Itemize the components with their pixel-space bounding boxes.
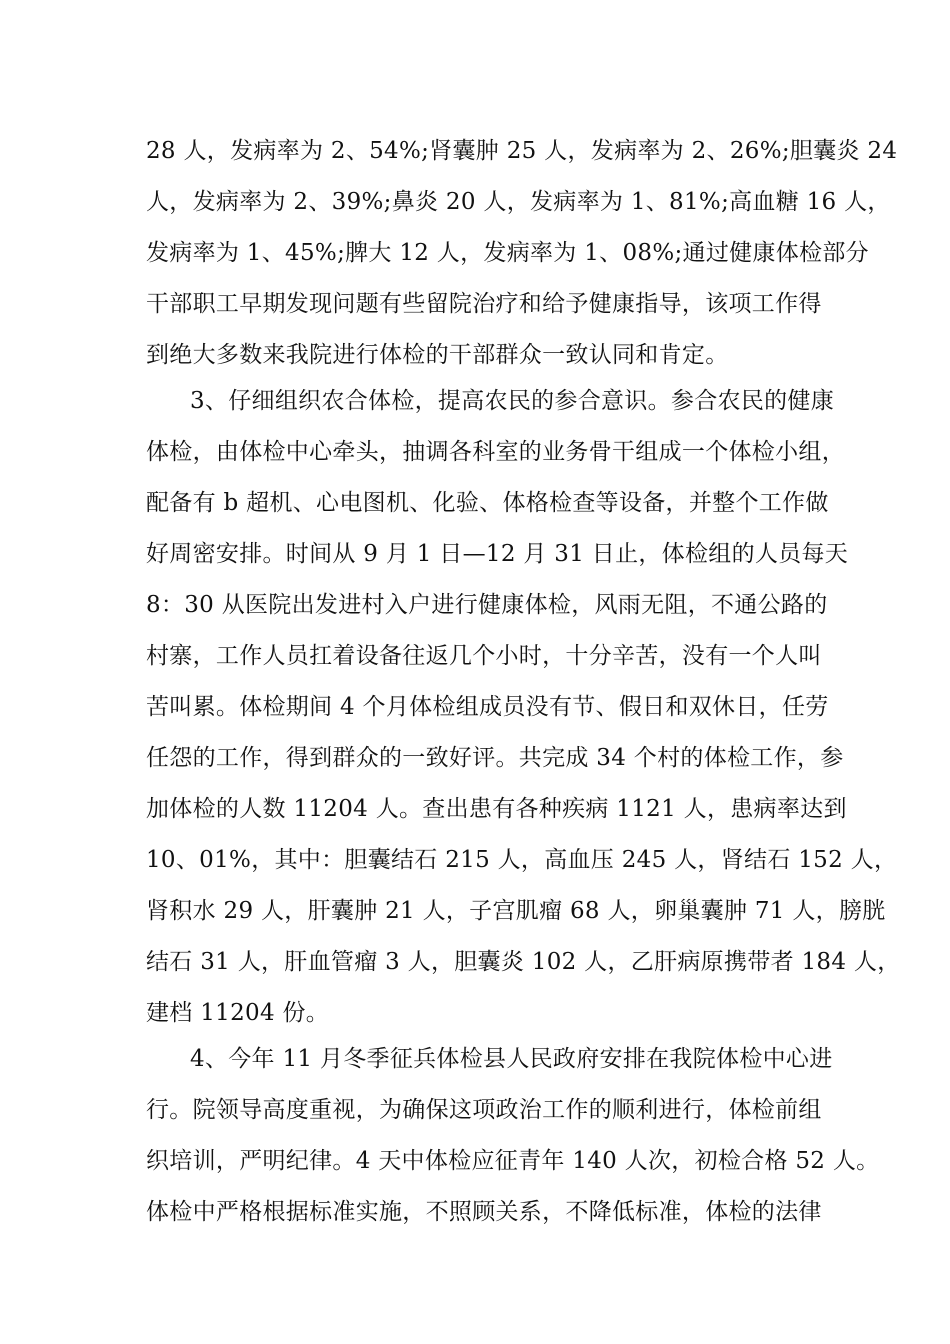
text-line: 结石 31 人，肝血管瘤 3 人，胆囊炎 102 人，乙肝病原携带者 184 人， (146, 949, 901, 975)
text-line: 肾积水 29 人，肝囊肿 21 人，子宫肌瘤 68 人，卵巢囊肿 71 人，膀胱 (146, 898, 886, 924)
text-line: 体检中严格根据标准实施，不照顾关系，不降低标准，体检的法律 (146, 1199, 822, 1225)
text-line: 28 人，发病率为 2、54%;肾囊肿 25 人，发病率为 2、26%;胆囊炎 24 (146, 138, 898, 164)
text-line: 苦叫累。体检期间 4 个月体检组成员没有节、假日和双休日，任劳 (146, 694, 829, 720)
text-line: 行。院领导高度重视，为确保这项政治工作的顺利进行，体检前组 (146, 1097, 822, 1123)
text-line: 10、01%，其中：胆囊结石 215 人，高血压 245 人，肾结石 152 人， (146, 847, 898, 873)
text-line: 到绝大多数来我院进行体检的干部群众一致认同和肯定。 (146, 342, 729, 368)
text-line: 人，发病率为 2、39%;鼻炎 20 人，发病率为 1、81%;高血糖 16 人， (146, 189, 891, 215)
text-line: 建档 11204 份。 (146, 1000, 330, 1026)
text-line: 配备有 b 超机、心电图机、化验、体格检查等设备，并整个工作做 (146, 490, 829, 516)
text-line: 村寨，工作人员扛着设备往返几个小时，十分辛苦，没有一个人叫 (146, 643, 822, 669)
text-line: 好周密安排。时间从 9 月 1 日—12 月 31 日止，体检组的人员每天 (146, 541, 849, 567)
text-line: 任怨的工作，得到群众的一致好评。共完成 34 个村的体检工作，参 (146, 745, 844, 771)
text-line: 加体检的人数 11204 人。查出患有各种疾病 1121 人，患病率达到 (146, 796, 847, 822)
text-line: 8：30 从医院出发进村入户进行健康体检，风雨无阻，不通公路的 (146, 592, 828, 618)
paragraph-start-line: 4、今年 11 月冬季征兵体检县人民政府安排在我院体检中心进 (190, 1046, 833, 1072)
text-line: 干部职工早期发现问题有些留院治疗和给予健康指导，该项工作得 (146, 291, 822, 317)
text-line: 发病率为 1、45%;脾大 12 人，发病率为 1、08%;通过健康体检部分 (146, 240, 869, 266)
text-line: 织培训，严明纪律。4 天中体检应征青年 140 人次，初检合格 52 人。 (146, 1148, 880, 1174)
paragraph-start-line: 3、仔细组织农合体检，提高农民的参合意识。参合农民的健康 (190, 388, 835, 414)
text-line: 体检，由体检中心牵头，抽调各科室的业务骨干组成一个体检小组， (146, 439, 845, 465)
